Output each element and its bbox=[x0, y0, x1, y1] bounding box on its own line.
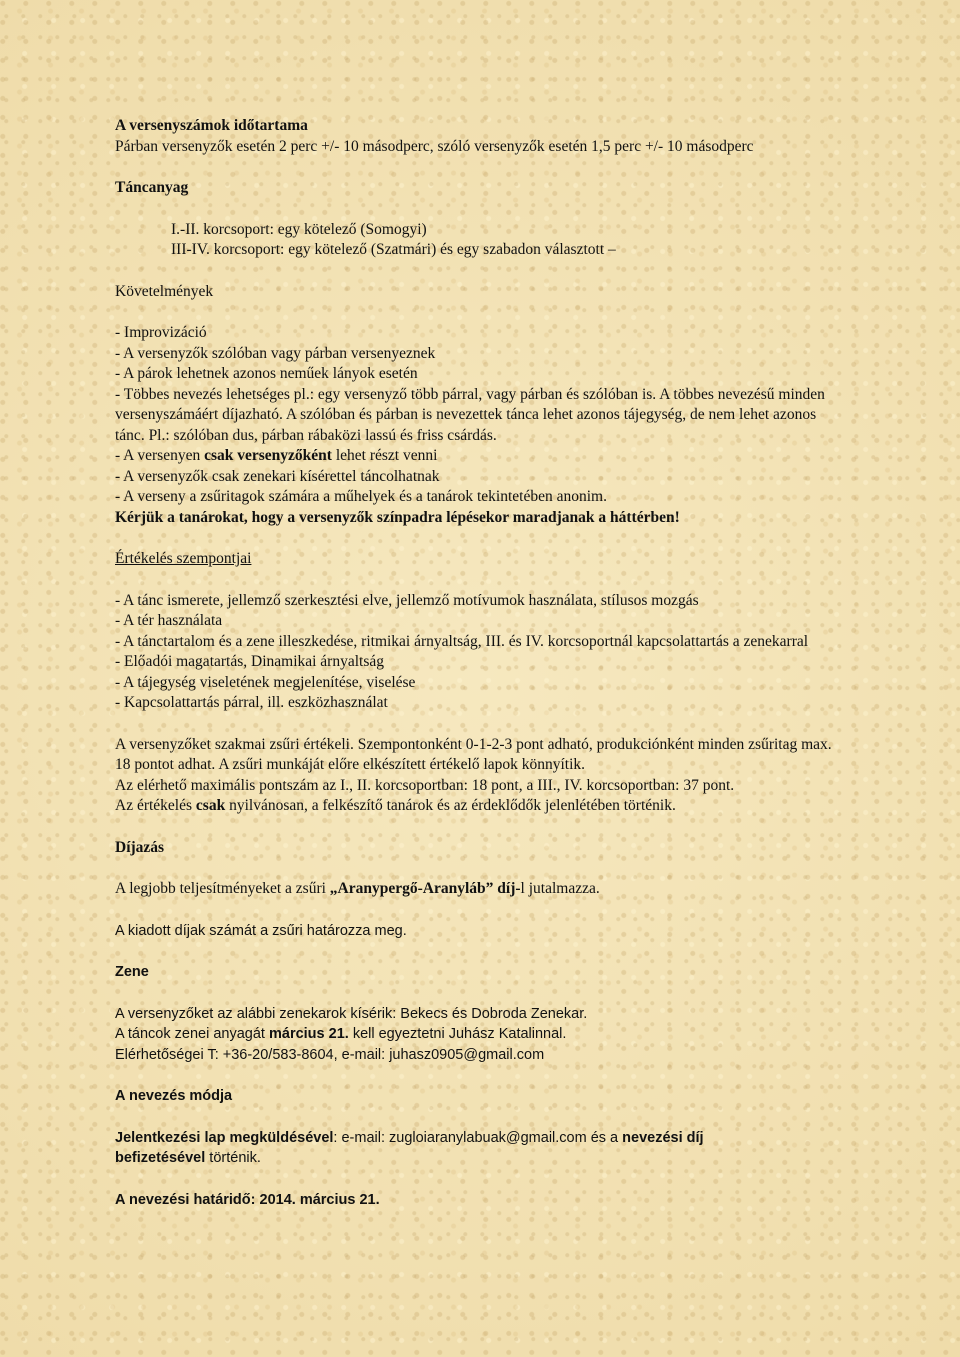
evaluation-item: - A tájegység viseletének megjelenítése, viselése bbox=[115, 673, 416, 691]
duration-text: Párban versenyzők esetén 2 perc +/- 10 másodperc, szóló versenyzők esetén 1,5 perc +/- 10 másodperc bbox=[115, 137, 754, 155]
awards-heading: Díjazás bbox=[115, 838, 165, 856]
evaluation-heading: Értékelés szempontjai bbox=[115, 550, 252, 567]
evaluation-item: - A tánc ismerete, jellemző szerkesztési elve, jellemző motívumok használata, stílusos mozgás bbox=[115, 591, 699, 609]
material-line-1: I.-II. korcsoport: egy kötelező (Somogyi) bbox=[171, 220, 427, 238]
entry-deadline: A nevezési határidő: 2014. március 21. bbox=[115, 1191, 380, 1208]
scoring-paragraph: A versenyzőket szakmai zsűri értékeli. Szempontonként 0-1-2-3 pont adható, produkciónként minden zsűritag max. 18 pontot adhat. A zsűri munkáját előre elkészített értékelő lapok könnyítik. bbox=[115, 735, 832, 773]
duration-heading: A versenyszámok időtartama bbox=[115, 117, 308, 134]
evaluation-item: - Előadói magatartás, Dinamikai árnyaltság bbox=[115, 653, 385, 670]
requirement-item: - Improvizáció bbox=[115, 324, 207, 341]
material-heading: Táncanyag bbox=[115, 179, 189, 196]
entry-heading: A nevezés módja bbox=[115, 1088, 233, 1104]
orchestra-rule: - A versenyzők csak zenekari kísérettel táncolhatnak bbox=[115, 467, 440, 485]
anonymous-rule: - A verseny a zsűritagok számára a műhelyek és a tanárok tekintetében anonim. bbox=[115, 488, 607, 505]
requirement-item: - A párok lehetnek azonos neműek lányok esetén bbox=[115, 365, 418, 382]
music-contact: Elérhetőségei T: +36-20/583-8604, e-mail: juhasz0905@gmail.com bbox=[115, 1046, 545, 1063]
evaluation-item: - Kapcsolattartás párral, ill. eszközhasználat bbox=[115, 694, 388, 711]
solo-rule: - A versenyen csak versenyzőként lehet részt venni bbox=[115, 447, 438, 464]
evaluation-item-long: - A tánctartalom és a zene illeszkedése, ritmikai árnyaltság, III. és IV. korcsoportnál kapcsolattartás a zenekarral bbox=[115, 632, 809, 650]
material-line-2: III-IV. korcsoport: egy kötelező (Szatmári) és egy szabadon választott – bbox=[171, 241, 616, 258]
max-points: Az elérhető maximális pontszám az I., II. korcsoportban: 18 pont, a III., IV. korcsoportban: 37 pont. bbox=[115, 776, 735, 794]
document-page bbox=[115, 116, 845, 1210]
requirements-heading: Követelmények bbox=[115, 282, 214, 300]
entry-line-1: Jelentkezési lap megküldésével: e-mail: zugloiaranylabuak@gmail.com és a nevezési díj bbox=[115, 1129, 704, 1146]
entry-line-2: befizetésével történik. bbox=[115, 1150, 261, 1166]
music-heading: Zene bbox=[115, 964, 149, 980]
awards-text: A legjobb teljesítményeket a zsűri „Aranypergő-Aranyláb” díj-l jutalmazza. bbox=[115, 880, 600, 897]
public-evaluation: Az értékelés csak nyilvánosan, a felkészítő tanárok és az érdeklődők jelenlétében történik. bbox=[115, 797, 676, 814]
teacher-request: Kérjük a tanárokat, hogy a versenyzők színpadra lépésekor maradjanak a háttérben! bbox=[115, 508, 680, 526]
multi-entry-paragraph: - Többes nevezés lehetséges pl.: egy versenyző több párral, vagy párban és szólóban is. A többes nevezésű minden versenyszámáért díjazható. A szólóban és párban is nevezettek tánca lehet azonos tájegység, de nem lehet azonos tánc. Pl.: szólóban dus, párban rábaközi lassú és friss csárdás. bbox=[115, 385, 825, 444]
music-coordination: A táncok zenei anyagát március 21. kell egyeztetni Juhász Katalinnal. bbox=[115, 1026, 567, 1042]
music-bands: A versenyzőket az alábbi zenekarok kísérik: Bekecs és Dobroda Zenekar. bbox=[115, 1005, 588, 1022]
evaluation-item: - A tér használata bbox=[115, 612, 223, 629]
awards-count: A kiadott díjak számát a zsűri határozza meg. bbox=[115, 922, 407, 939]
requirement-item: - A versenyzők szólóban vagy párban versenyeznek bbox=[115, 344, 436, 362]
